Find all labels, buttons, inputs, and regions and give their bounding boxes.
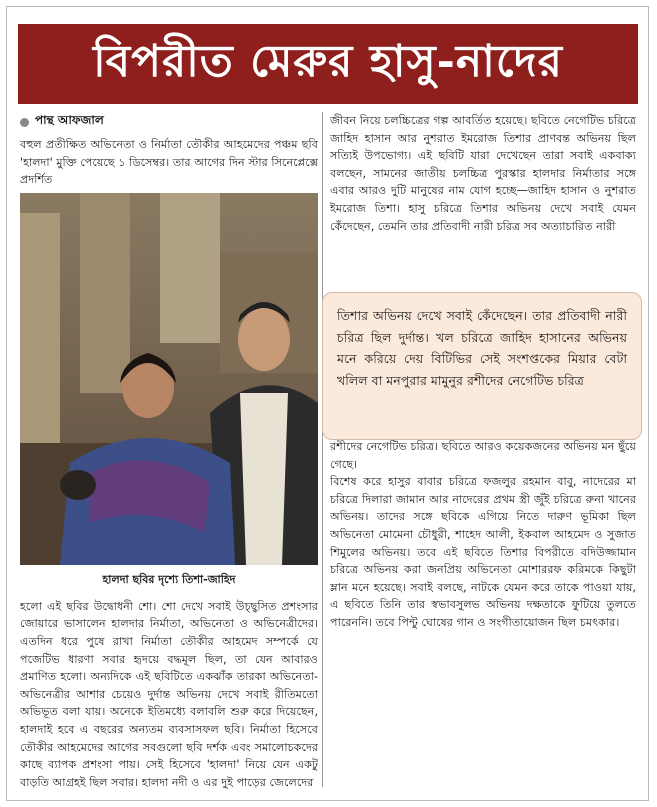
film-still-photo xyxy=(20,193,318,565)
byline xyxy=(20,112,318,132)
bullet-icon xyxy=(20,118,29,127)
right-top-paragraph: জীবন নিয়ে চলচ্চিত্রের গল্প আবর্তিত হয়েছে। ছবিতে নেগেটিভ চরিত্রে জাহিদ হাসান আর নুশরাত ইমরোজ তিশার প্রাণবন্ত অভিনয় ছিল সত্যিই উপভোগ্য। এই ছবিটি যারা দেখেছেন তারা সবাই একবাক্য বলছেন, সামনের জাতীয় চলচ্চিত্র পুরস্কার হালদার নির্মাতার সঙ্গে এবার আরও দুটি মানুষের নাম যোগ হচ্ছে—জাহিদ হাসান ও নুশরাত ইমরোজ তিশা। হাসু চরিত্রে তিশার অভিনয় দেখে সবাই যেমন কেঁদেছেন, তেমনি তার প্রতিবাদী নারী চরিত্র সব অত্যাচারিত নারী xyxy=(330,114,636,233)
pull-quote-box xyxy=(322,292,642,440)
column-divider xyxy=(322,112,323,787)
photo-caption: হালদা ছবির দৃশ্যে তিশা-জাহিদ xyxy=(102,572,236,586)
left-body-paragraph: হলো এই ছবির উদ্বোধনী শো। শো দেখে সবাই উচ্ছ্বসিত প্রশংসার জোয়ারে ভাসালেন হালদার নির্মাতা, অভিনেতা ও অভিনেত্রীদের। এতদিন ধরে পুষে রাখা নির্মাতা তৌকীর আহমেদ সম্পর্কে যে পজেটিভ ধারণা সবার হৃদয়ে বদ্ধমূল ছিল, তা যেন আবারও প্রমাণিত হলো। অন্যদিকে এই ছবিটিতে একঝাঁক তারকা অভিনেতা-অভিনেত্রীর আশার চেয়েও দুর্দান্ত অভিনয় দেখে সবাই রীতিমতো অভিভূত বলা যায়। অনেকে ইতিমধ্যে বলাবলি শুরু করে দিয়েছেন, হালদাই হবে এ বছরের অন্যতম ব্যবসাসফল ছবি। নির্মাতা হিসেবে তৌকীর আহমেদের আগের সবগুলো ছবি দর্শক এবং সমালোচকদের কাছে ব্যাপক প্রশংসা পায়। সেই হিসেবে 'হালদা' নিয়ে যেন একটু বাড়তি আগ্রহই ছিল সবার। হালদা নদী ও এর দুই পাড়ের জেলেদের xyxy=(20,599,318,789)
film-still-illustration xyxy=(20,193,318,565)
right-bottom-paragraph-3: বিশেষ করে হাসুর বাবার চরিত্রে ফজলুর রহমান বাবু, নাদেরের মা চরিত্রে দিলারা জামান আর নাদেরের প্রথম স্ত্রী জুঁই চরিত্রে রুনা খানের অভিনয়। তাদের সঙ্গে ছবিকে এগিয়ে নিতে দারুণ ভূমিকা ছিল অভিনেতা মোমেনা চৌধুরী, শাহেদ আলী, ইকবাল আহমেদ ও সুজাত শিমুলের অভিনয়। তবে এই ছবিতে তিশার বিপরীতে বদিউজ্জামান চরিত্রে অভিনয় করা জনপ্রিয় অভিনেতা মোশাররফ করিমকে কিছুটা ম্লান মনে হয়েছে। সবাই বলছে, নাটকে যেমন করে তাকে পাওয়া যায়, এ ছবিতে তিনি তার স্বভাবসুলভ অভিনয় দক্ষতাকে ফুটিয়ে তুলতে পারেননি। তবে পিন্টু ঘোষের গান ও সংগীতায়োজন ছিল চমৎকার। xyxy=(330,475,636,629)
left-column xyxy=(20,112,318,791)
right-bottom-paragraph-2: রশীদের নেগেটিভ চরিত্র। ছবিতে আরও কয়েকজনের অভিনয় মন ছুঁয়ে গেছে। xyxy=(330,439,636,471)
headline: বিপরীত মেরুর হাসু-নাদের xyxy=(93,35,563,87)
intro-paragraph: বহুল প্রতীক্ষিত অভিনেতা ও নির্মাতা তৌকীর আহমেদের পঞ্চম ছবি 'হালদা' মুক্তি পেয়েছে ১ ডিসেম্বর। তার আগের দিন স্টার সিনেপ্লেক্সে প্রদর্শিত xyxy=(20,138,318,187)
author-name: পান্থ আফজাল xyxy=(35,113,104,127)
pull-quote: তিশার অভিনয় দেখে সবাই কেঁদেছেন। তার প্রতিবাদী নারী চরিত্র ছিল দুর্দান্ত। খল চরিত্রে জাহিদ হাসানের অভিনয় মনে করিয়ে দেয় বিটিভির সেই সংশপ্তকের মিয়ার বেটা খলিল বা মনপুরার মামুনুর রশীদের নেগেটিভ চরিত্র xyxy=(337,308,627,388)
headline-banner xyxy=(18,24,638,104)
